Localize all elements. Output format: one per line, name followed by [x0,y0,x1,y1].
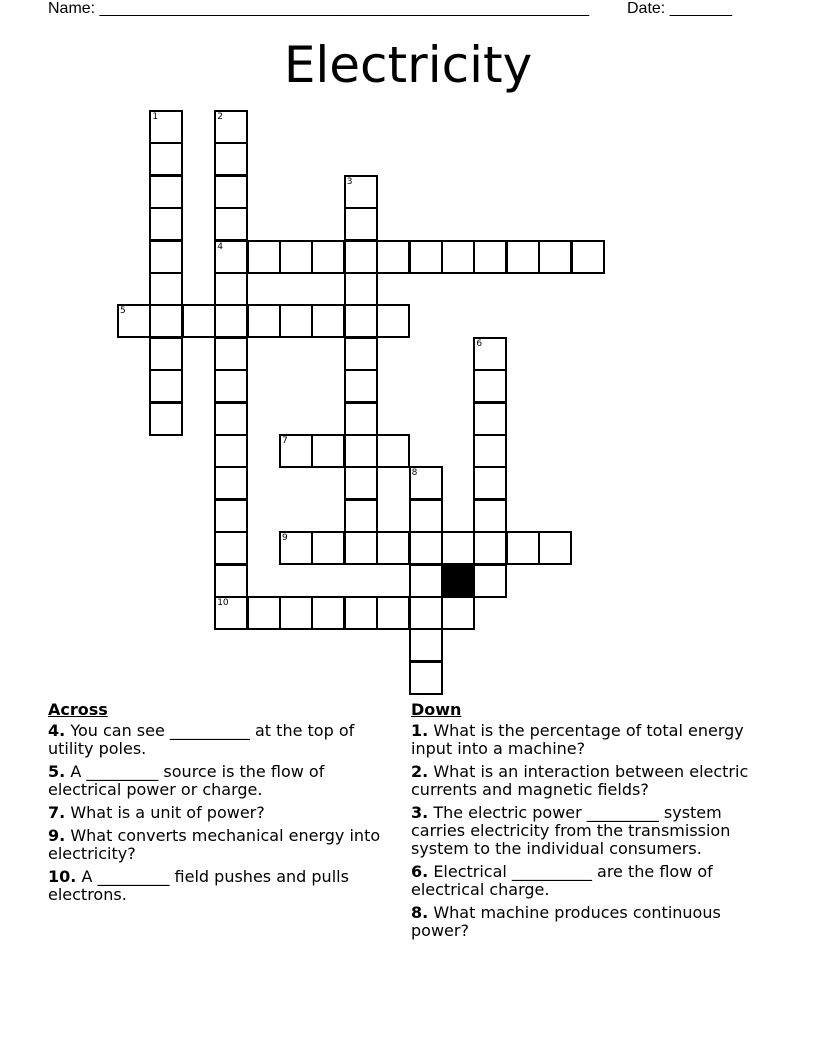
crossword-cell[interactable] [376,240,410,274]
crossword-cell[interactable] [214,531,248,565]
crossword-cell[interactable] [214,337,248,371]
crossword-cell[interactable] [344,402,378,436]
clue-number: 6. [411,862,429,881]
down-clue [411,722,761,758]
crossword-cell[interactable] [473,434,507,468]
crossword-cell[interactable] [117,304,151,338]
clue-number: 4. [48,721,66,740]
crossword-cell[interactable] [473,369,507,403]
crossword-cell[interactable] [214,466,248,500]
clue-number: 3. [411,803,429,822]
crossword-cell[interactable] [149,110,183,144]
crossword-cell[interactable] [473,337,507,371]
crossword-cell[interactable] [214,142,248,176]
crossword-cell[interactable] [344,175,378,209]
crossword-cell[interactable] [182,304,216,338]
crossword-cell[interactable] [149,142,183,176]
crossword-cell[interactable] [344,304,378,338]
crossword-cell[interactable] [214,402,248,436]
crossword-cell[interactable] [214,596,248,630]
crossword-cell[interactable] [376,531,410,565]
crossword-cell[interactable] [441,596,475,630]
down-clue [411,863,761,899]
cell-number: 4 [217,241,223,252]
clue-text: What is an interaction between electric currents and magnetic fields? [411,762,749,799]
crossword-cell[interactable] [279,434,313,468]
crossword-cell[interactable] [441,240,475,274]
crossword-cell[interactable] [473,402,507,436]
crossword-cell[interactable] [344,337,378,371]
crossword-cell[interactable] [538,240,572,274]
crossword-cell[interactable] [344,531,378,565]
crossword-cell[interactable] [376,596,410,630]
cell-number: 5 [120,306,126,317]
puzzle-title: Electricity [283,36,533,94]
crossword-cell[interactable] [214,272,248,306]
across-clue [48,827,393,863]
across-clue [48,868,393,904]
crossword-cell[interactable] [473,466,507,500]
clue-text: A _________ field pushes and pulls electrons. [48,867,349,904]
down-clue [411,763,761,799]
across-clues [48,701,393,909]
crossword-cell[interactable] [538,531,572,565]
crossword-cell[interactable] [149,207,183,241]
crossword-cell[interactable] [247,304,281,338]
crossword-cell[interactable] [344,207,378,241]
crossword-cell[interactable] [376,434,410,468]
crossword-cell[interactable] [409,466,443,500]
clue-text: What machine produces continuous power? [411,903,721,940]
cell-number: 8 [411,468,418,479]
clue-text: What converts mechanical energy into electricity? [48,826,381,863]
crossword-cell[interactable] [149,337,183,371]
down-clue [411,804,761,858]
crossword-cell[interactable] [344,272,378,306]
crossword-cell[interactable] [571,240,605,274]
crossword-cell[interactable] [473,240,507,274]
crossword-cell[interactable] [311,304,345,338]
crossword-cell[interactable] [149,240,183,274]
across-clue [48,722,393,758]
across-clue [48,763,393,799]
clue-number: 9. [48,826,66,845]
cell-number: 7 [282,436,288,446]
crossword-cell[interactable] [279,531,313,565]
cell-number: 10 [217,598,229,608]
crossword-cell[interactable] [214,175,248,209]
crossword-cell[interactable] [506,531,540,565]
crossword-cell[interactable] [409,596,443,630]
crossword-cell[interactable] [409,628,443,662]
black-square [441,564,475,598]
clue-number: 10. [48,867,77,886]
down-clue [411,904,761,940]
clue-number: 2. [411,762,429,781]
crossword-cell[interactable] [311,240,345,274]
crossword-cell[interactable] [344,434,378,468]
crossword-cell[interactable] [279,304,313,338]
cell-number: 9 [282,533,288,544]
clue-text: What is a unit of power? [70,803,265,822]
crossword-cell[interactable] [214,207,248,241]
name-field-label: Name: _______________________________________________________ [48,0,589,17]
crossword-cell[interactable] [344,466,378,500]
crossword-cell[interactable] [473,531,507,565]
clue-text: A _________ source is the flow of electrical power or charge. [48,762,325,799]
clue-text: Electrical __________ are the flow of electrical charge. [411,862,713,899]
cell-number: 3 [346,176,353,187]
crossword-cell[interactable] [311,596,345,630]
crossword-cell[interactable] [409,499,443,533]
crossword-cell[interactable] [149,304,183,338]
crossword-cell[interactable] [214,434,248,468]
across-clue [48,804,393,822]
clue-number: 8. [411,903,429,922]
crossword-cell[interactable] [344,596,378,630]
crossword-cell[interactable] [473,564,507,598]
clue-number: 1. [411,721,429,740]
crossword-cell[interactable] [409,240,443,274]
down-clues [411,701,761,945]
crossword-cell[interactable] [311,434,345,468]
crossword-cell[interactable] [214,564,248,598]
crossword-cell[interactable] [247,596,281,630]
clue-number: 5. [48,762,66,781]
crossword-cell[interactable] [149,402,183,436]
crossword-cell[interactable] [279,240,313,274]
clue-text: What is the percentage of total energy input into a machine? [411,721,744,758]
date-field-label: Date: _______ [627,0,732,17]
crossword-cell[interactable] [214,499,248,533]
crossword-cell[interactable] [247,240,281,274]
crossword-cell[interactable] [149,369,183,403]
crossword-cell[interactable] [149,175,183,209]
crossword-cell[interactable] [441,531,475,565]
cell-number: 2 [217,112,223,122]
crossword-cell[interactable] [409,531,443,565]
crossword-cell[interactable] [376,304,410,338]
clue-text: The electric power _________ system carries electricity from the transmission system to the individual consumers. [411,803,731,858]
across-heading: Across [48,700,108,719]
crossword-cell[interactable] [344,499,378,533]
crossword-cell[interactable] [311,531,345,565]
crossword-cell[interactable] [344,240,378,274]
crossword-cell[interactable] [214,110,248,144]
crossword-cell[interactable] [506,240,540,274]
crossword-cell[interactable] [344,369,378,403]
crossword-cell[interactable] [473,499,507,533]
cell-number: 6 [476,338,483,349]
clue-text: You can see __________ at the top of utility poles. [48,721,355,758]
crossword-cell[interactable] [214,240,248,274]
crossword-cell[interactable] [214,369,248,403]
crossword-cell[interactable] [279,596,313,630]
down-heading: Down [411,700,462,719]
clue-number: 7. [48,803,66,822]
crossword-cell[interactable] [409,564,443,598]
crossword-cell[interactable] [214,304,248,338]
cell-number: 1 [152,112,159,122]
crossword-cell[interactable] [409,661,443,695]
crossword-cell[interactable] [149,272,183,306]
